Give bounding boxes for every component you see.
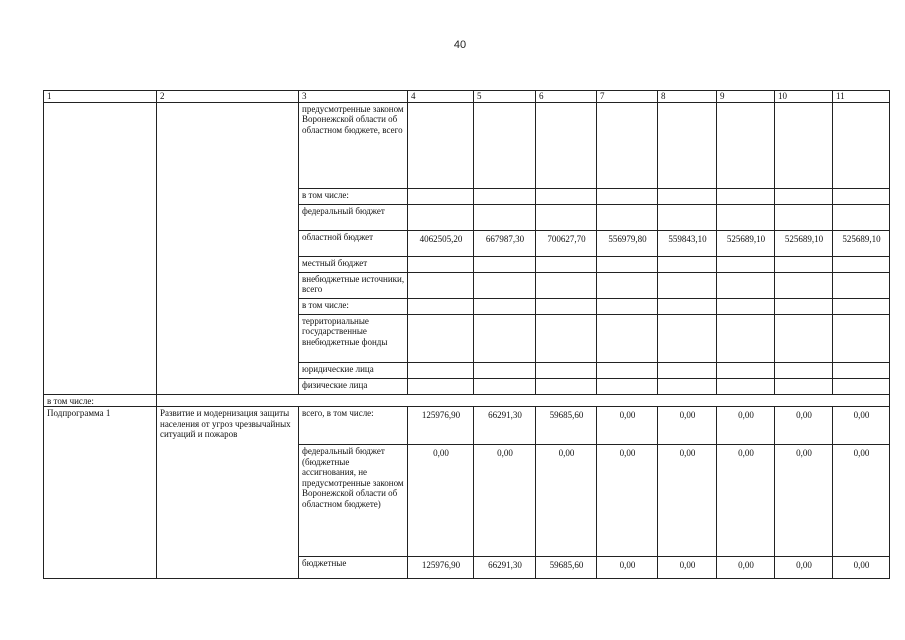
subprogram-name: Развитие и модернизация защиты населения от угроз чрезвычайных ситуаций и пожаров	[157, 407, 299, 579]
value-cell	[658, 188, 717, 204]
value-cell	[775, 557, 833, 579]
value-cell	[717, 362, 775, 378]
value-cell-text: 0,00	[433, 448, 449, 458]
value-cell	[408, 557, 474, 579]
value-cell	[775, 272, 833, 298]
value-cell	[597, 557, 658, 579]
value-cell-text: 525689,10	[784, 233, 824, 244]
value-cell	[775, 256, 833, 272]
value-cell	[536, 378, 597, 394]
value-cell	[408, 362, 474, 378]
value-cell	[658, 314, 717, 362]
value-cell-text: 0,00	[853, 448, 870, 458]
value-cell	[474, 557, 536, 579]
column-header-7: 7	[597, 91, 658, 103]
value-cell	[536, 256, 597, 272]
value-cell	[408, 298, 474, 314]
value-cell	[833, 378, 890, 394]
value-cell	[474, 407, 536, 445]
value-cell	[833, 445, 890, 557]
value-cell	[597, 102, 658, 188]
row-label: всего, в том числе:	[299, 407, 408, 445]
column-header-10: 10	[775, 91, 833, 103]
value-cell-text: 125976,90	[421, 560, 461, 570]
value-cell	[408, 188, 474, 204]
value-cell-text: 0,00	[796, 410, 812, 420]
value-cell	[536, 298, 597, 314]
row-label: областной бюджет	[299, 230, 408, 256]
header-row	[44, 91, 890, 103]
empty-cell-col2	[157, 102, 299, 394]
row-label: территориальные государственные внебюджетные фонды	[299, 314, 408, 362]
value-cell	[597, 378, 658, 394]
value-cell	[658, 298, 717, 314]
value-cell	[474, 188, 536, 204]
value-cell	[474, 445, 536, 557]
value-cell	[658, 102, 717, 188]
value-cell	[833, 407, 890, 445]
value-cell-text: 0,00	[796, 448, 812, 458]
value-cell-text: 667987,30	[485, 233, 525, 244]
column-header-9: 9	[717, 91, 775, 103]
value-cell	[717, 272, 775, 298]
value-cell	[597, 362, 658, 378]
value-cell	[717, 445, 775, 557]
subprogram-code: Подпрограмма 1	[44, 407, 157, 579]
value-cell	[775, 407, 833, 445]
value-cell-text: 0,00	[619, 560, 636, 570]
value-cell	[775, 362, 833, 378]
value-cell	[536, 188, 597, 204]
value-cell	[597, 204, 658, 230]
section-row	[44, 394, 890, 407]
value-cell	[717, 378, 775, 394]
value-cell-text: 125976,90	[421, 410, 461, 420]
value-cell	[658, 362, 717, 378]
value-cell	[658, 407, 717, 445]
value-cell	[658, 378, 717, 394]
budget-table	[43, 90, 890, 579]
value-cell	[717, 188, 775, 204]
empty-cell-col1	[44, 102, 157, 394]
value-cell	[717, 407, 775, 445]
value-cell	[775, 204, 833, 230]
value-cell	[536, 230, 597, 256]
value-cell	[408, 272, 474, 298]
value-cell	[658, 230, 717, 256]
value-cell-text: 0,00	[619, 448, 636, 458]
value-cell	[597, 445, 658, 557]
value-cell-text: 0,00	[738, 560, 754, 570]
value-cell	[536, 407, 597, 445]
value-cell	[833, 188, 890, 204]
value-cell	[658, 204, 717, 230]
value-cell	[597, 314, 658, 362]
value-cell	[775, 230, 833, 256]
value-cell	[597, 407, 658, 445]
value-cell	[408, 204, 474, 230]
row-label: федеральный бюджет (бюджетные ассигнования, не предусмотренные законом Воронежской области об областном бюджете)	[299, 445, 408, 557]
value-cell	[658, 557, 717, 579]
value-cell-text: 0,00	[679, 410, 696, 420]
value-cell	[597, 230, 658, 256]
column-header-3: 3	[299, 91, 408, 103]
value-cell	[833, 362, 890, 378]
row-label: внебюджетные источники, всего	[299, 272, 408, 298]
value-cell-text: 556979,80	[608, 233, 647, 244]
value-cell	[658, 445, 717, 557]
value-cell-text: 4062505,20	[419, 233, 463, 244]
value-cell	[717, 204, 775, 230]
value-cell-text: 0,00	[619, 410, 636, 420]
value-cell-text: 0,00	[679, 448, 696, 458]
row-label: юридические лица	[299, 362, 408, 378]
value-cell	[408, 445, 474, 557]
value-cell	[536, 272, 597, 298]
value-cell	[658, 272, 717, 298]
value-cell	[408, 102, 474, 188]
value-cell-text: 0,00	[558, 448, 575, 458]
value-cell	[474, 378, 536, 394]
row-label: бюджетные	[299, 557, 408, 579]
row-label: в том числе:	[299, 188, 408, 204]
column-header-8: 8	[658, 91, 717, 103]
value-cell	[717, 230, 775, 256]
value-cell	[833, 256, 890, 272]
value-cell-text: 700627,70	[547, 233, 586, 244]
value-cell-text: 0,00	[738, 410, 754, 420]
value-cell-text: 66291,30	[488, 560, 522, 570]
table-row	[44, 102, 890, 188]
value-cell	[717, 298, 775, 314]
value-cell-text: 0,00	[853, 410, 870, 420]
value-cell-text: 59685,60	[549, 560, 584, 570]
value-cell	[833, 272, 890, 298]
column-header-4: 4	[408, 91, 474, 103]
value-cell	[536, 204, 597, 230]
row-label: федеральный бюджет	[299, 204, 408, 230]
value-cell	[775, 314, 833, 362]
value-cell	[775, 378, 833, 394]
value-cell	[717, 256, 775, 272]
value-cell	[833, 102, 890, 188]
value-cell	[474, 272, 536, 298]
value-cell	[536, 102, 597, 188]
value-cell	[536, 314, 597, 362]
value-cell	[717, 102, 775, 188]
value-cell	[833, 314, 890, 362]
value-cell-text: 59685,60	[549, 410, 584, 420]
value-cell-text: 66291,30	[488, 410, 522, 420]
row-label: в том числе:	[299, 298, 408, 314]
value-cell	[474, 362, 536, 378]
value-cell-text: 559843,10	[668, 233, 707, 244]
value-cell	[717, 314, 775, 362]
value-cell	[658, 256, 717, 272]
value-cell	[597, 188, 658, 204]
value-cell	[775, 188, 833, 204]
value-cell	[474, 256, 536, 272]
value-cell	[775, 298, 833, 314]
column-header-1: 1	[44, 91, 157, 103]
value-cell	[408, 256, 474, 272]
value-cell	[597, 298, 658, 314]
value-cell	[408, 378, 474, 394]
section-label: в том числе:	[44, 394, 157, 407]
value-cell	[833, 557, 890, 579]
value-cell-text: 0,00	[497, 448, 513, 458]
value-cell	[474, 230, 536, 256]
value-cell-text: 525689,10	[842, 233, 881, 244]
column-header-2: 2	[157, 91, 299, 103]
column-header-5: 5	[474, 91, 536, 103]
value-cell-text: 0,00	[796, 560, 812, 570]
value-cell	[775, 102, 833, 188]
value-cell-text: 0,00	[679, 560, 696, 570]
column-header-11: 11	[833, 91, 890, 103]
value-cell	[833, 298, 890, 314]
column-header-6: 6	[536, 91, 597, 103]
value-cell	[474, 298, 536, 314]
value-cell	[536, 557, 597, 579]
value-cell	[597, 272, 658, 298]
value-cell	[474, 314, 536, 362]
value-cell	[536, 445, 597, 557]
value-cell	[717, 557, 775, 579]
value-cell	[833, 204, 890, 230]
row-label: физические лица	[299, 378, 408, 394]
value-cell	[408, 230, 474, 256]
value-cell	[775, 445, 833, 557]
value-cell	[474, 102, 536, 188]
value-cell	[408, 407, 474, 445]
value-cell-text: 0,00	[853, 560, 870, 570]
page-number: 40	[453, 39, 467, 51]
table-row	[44, 407, 890, 445]
value-cell	[597, 256, 658, 272]
value-cell	[536, 362, 597, 378]
value-cell-text: 0,00	[738, 448, 754, 458]
value-cell-text: 525689,10	[726, 233, 766, 244]
empty-cell	[157, 394, 890, 407]
value-cell	[408, 314, 474, 362]
value-cell	[833, 230, 890, 256]
row-label: местный бюджет	[299, 256, 408, 272]
row-label: предусмотренные законом Воронежской области об областном бюджете, всего	[299, 102, 408, 188]
value-cell	[474, 204, 536, 230]
